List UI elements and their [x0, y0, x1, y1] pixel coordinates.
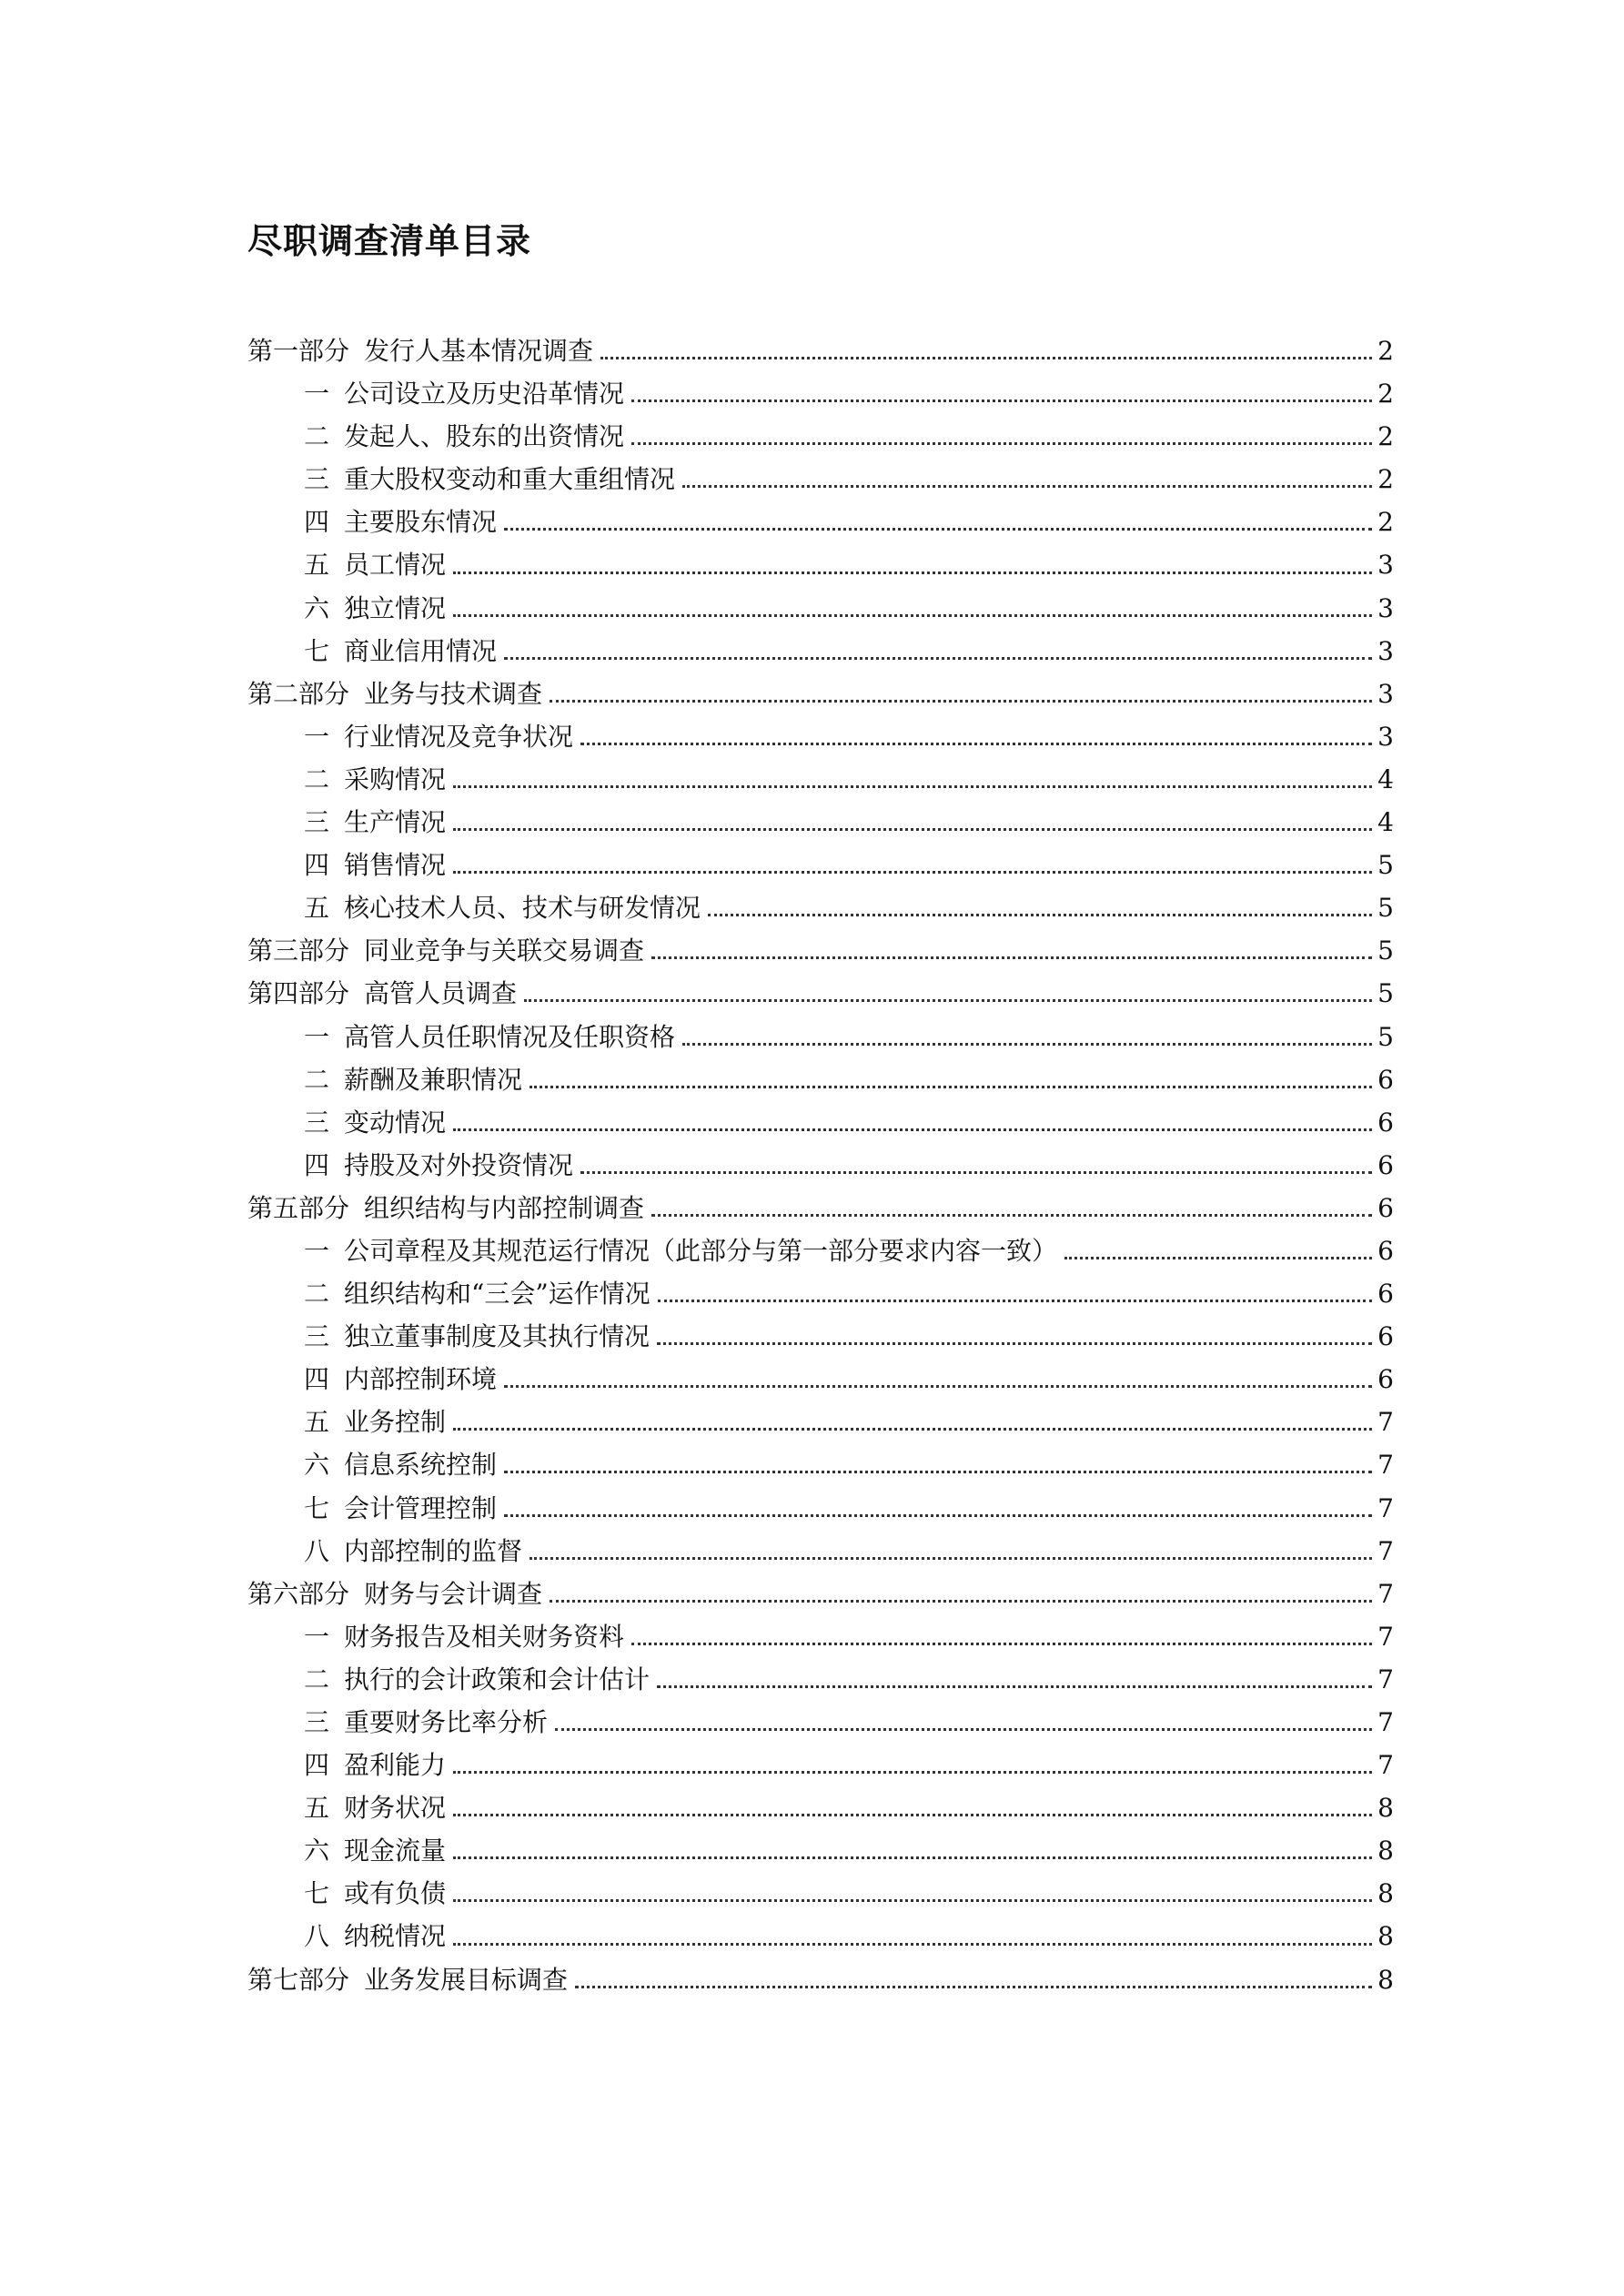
toc-dot-leader	[530, 1084, 1372, 1088]
toc-subsection-19[interactable]	[247, 1144, 1394, 1187]
toc-dot-leader	[453, 1897, 1372, 1902]
toc-subsection-35[interactable]	[247, 1829, 1394, 1872]
toc-entry-number: 第三部分	[247, 936, 350, 966]
toc-subsection-37[interactable]	[247, 1915, 1394, 1957]
toc-entry-number: 一	[304, 1235, 330, 1266]
toc-subsection-6[interactable]	[247, 587, 1394, 630]
toc-entry-page-number: 8	[1377, 1964, 1394, 1995]
toc-entry-title: 财务报告及相关财务资料	[344, 1621, 625, 1652]
toc-entry-number: 七	[304, 1492, 330, 1523]
toc-dot-leader	[504, 1469, 1372, 1473]
toc-entry-title: 高管人员任职情况及任职资格	[344, 1021, 676, 1052]
toc-subsection-2[interactable]	[247, 415, 1394, 458]
toc-subsection-11[interactable]	[247, 801, 1394, 844]
toc-entry-title: 业务与技术调查	[364, 678, 543, 709]
toc-subsection-12[interactable]	[247, 844, 1394, 886]
toc-entry-number: 一	[304, 1621, 330, 1652]
toc-dot-leader	[550, 698, 1372, 703]
toc-entry-page-number: 5	[1377, 850, 1394, 881]
toc-entry-number: 五	[304, 1407, 330, 1438]
toc-dot-leader	[453, 1941, 1372, 1946]
toc-entry-title: 变动情况	[344, 1107, 447, 1138]
toc-dot-leader	[504, 655, 1372, 660]
toc-subsection-18[interactable]	[247, 1101, 1394, 1144]
toc-entry-number: 四	[304, 507, 330, 538]
toc-entry-title: 公司设立及历史沿革情况	[344, 379, 625, 410]
toc-dot-leader	[453, 1812, 1372, 1816]
toc-subsection-36[interactable]	[247, 1872, 1394, 1915]
toc-entry-number: 一	[304, 721, 330, 752]
toc-entry-page-number: 4	[1377, 764, 1394, 794]
toc-dot-leader	[1064, 1255, 1372, 1259]
toc-entry-number: 四	[304, 1364, 330, 1395]
toc-entry-page-number: 7	[1377, 1450, 1394, 1481]
toc-section-29[interactable]	[247, 1573, 1394, 1615]
toc-subsection-33[interactable]	[247, 1744, 1394, 1786]
toc-section-20[interactable]	[247, 1187, 1394, 1229]
toc-entry-title: 核心技术人员、技术与研发情况	[344, 893, 701, 924]
toc-entry-title: 员工情况	[344, 550, 447, 581]
toc-entry-title: 业务发展目标调查	[364, 1964, 569, 1995]
toc-entry-page-number: 2	[1377, 507, 1394, 538]
toc-dot-leader	[657, 1340, 1372, 1345]
toc-entry-number: 第六部分	[247, 1578, 350, 1609]
toc-section-8[interactable]	[247, 673, 1394, 715]
toc-entry-number: 七	[304, 1878, 330, 1909]
toc-dot-leader	[631, 440, 1372, 445]
toc-dot-leader	[524, 997, 1372, 1002]
toc-entry-number: 二	[304, 1279, 330, 1310]
toc-entry-title: 采购情况	[344, 764, 447, 794]
toc-subsection-5[interactable]	[247, 543, 1394, 586]
toc-entry-page-number: 2	[1377, 421, 1394, 452]
toc-entry-page-number: 8	[1377, 1793, 1394, 1824]
toc-entry-number: 五	[304, 550, 330, 581]
toc-dot-leader	[631, 398, 1372, 402]
toc-dot-leader	[682, 483, 1372, 488]
toc-entry-title: 重大股权变动和重大重组情况	[344, 464, 676, 495]
toc-dot-leader	[453, 826, 1372, 831]
toc-dot-leader	[580, 741, 1372, 745]
toc-subsection-30[interactable]	[247, 1615, 1394, 1658]
toc-entry-title: 内部控制的监督	[344, 1535, 523, 1566]
toc-section-0[interactable]	[247, 329, 1394, 372]
toc-entry-page-number: 7	[1377, 1407, 1394, 1438]
toc-entry-number: 二	[304, 421, 330, 452]
toc-dot-leader	[453, 1426, 1372, 1431]
toc-entry-number: 五	[304, 1793, 330, 1824]
table-of-contents	[247, 329, 1394, 2001]
toc-entry-title: 盈利能力	[344, 1750, 447, 1781]
toc-entry-page-number: 2	[1377, 464, 1394, 495]
toc-entry-number: 四	[304, 850, 330, 881]
toc-entry-title: 内部控制环境	[344, 1364, 498, 1395]
toc-dot-leader	[504, 1383, 1372, 1388]
toc-entry-page-number: 6	[1377, 1192, 1394, 1223]
toc-entry-title: 信息系统控制	[344, 1450, 498, 1481]
toc-subsection-7[interactable]	[247, 630, 1394, 673]
toc-entry-number: 三	[304, 464, 330, 495]
toc-subsection-34[interactable]	[247, 1786, 1394, 1829]
toc-entry-number: 八	[304, 1535, 330, 1566]
toc-entry-number: 八	[304, 1921, 330, 1952]
toc-entry-number: 第五部分	[247, 1192, 350, 1223]
toc-dot-leader	[453, 1769, 1372, 1774]
toc-entry-number: 六	[304, 1836, 330, 1866]
toc-entry-page-number: 7	[1377, 1750, 1394, 1781]
toc-entry-page-number: 5	[1377, 893, 1394, 924]
toc-entry-number: 二	[304, 1064, 330, 1095]
toc-entry-number: 一	[304, 1021, 330, 1052]
page-title: 尽职调查清单目录	[247, 221, 532, 261]
toc-dot-leader	[530, 1555, 1372, 1560]
toc-dot-leader	[600, 355, 1372, 359]
toc-entry-page-number: 8	[1377, 1921, 1394, 1952]
toc-dot-leader	[631, 1641, 1372, 1645]
toc-dot-leader	[657, 1684, 1372, 1688]
toc-entry-page-number: 8	[1377, 1878, 1394, 1909]
toc-entry-title: 发起人、股东的出资情况	[344, 421, 625, 452]
toc-subsection-25[interactable]	[247, 1401, 1394, 1443]
toc-entry-title: 公司章程及其规范运行情况（此部分与第一部分要求内容一致）	[344, 1235, 1058, 1266]
toc-subsection-24[interactable]	[247, 1358, 1394, 1401]
toc-entry-number: 第四部分	[247, 978, 350, 1009]
toc-dot-leader	[651, 1212, 1372, 1217]
toc-subsection-21[interactable]	[247, 1229, 1394, 1272]
toc-dot-leader	[682, 1041, 1372, 1046]
toc-entry-number: 三	[304, 1707, 330, 1737]
toc-subsection-23[interactable]	[247, 1315, 1394, 1358]
toc-entry-page-number: 6	[1377, 1149, 1394, 1180]
toc-entry-page-number: 6	[1377, 1279, 1394, 1310]
toc-entry-number: 三	[304, 807, 330, 838]
toc-section-15[interactable]	[247, 972, 1394, 1015]
toc-entry-number: 二	[304, 764, 330, 794]
toc-entry-number: 三	[304, 1107, 330, 1138]
toc-entry-page-number: 4	[1377, 807, 1394, 838]
toc-entry-title: 同业竞争与关联交易调查	[364, 936, 645, 966]
toc-subsection-22[interactable]	[247, 1272, 1394, 1315]
toc-subsection-4[interactable]	[247, 501, 1394, 543]
toc-entry-page-number: 3	[1377, 550, 1394, 581]
toc-entry-number: 二	[304, 1664, 330, 1694]
toc-entry-page-number: 7	[1377, 1707, 1394, 1737]
toc-entry-title: 行业情况及竞争状况	[344, 721, 574, 752]
toc-entry-number: 五	[304, 893, 330, 924]
toc-entry-title: 独立董事制度及其执行情况	[344, 1321, 651, 1352]
toc-entry-title: 组织结构与内部控制调查	[364, 1192, 645, 1223]
toc-entry-page-number: 7	[1377, 1535, 1394, 1566]
toc-subsection-9[interactable]	[247, 715, 1394, 758]
toc-entry-page-number: 6	[1377, 1321, 1394, 1352]
toc-entry-page-number: 6	[1377, 1107, 1394, 1138]
toc-entry-title: 商业信用情况	[344, 635, 498, 666]
toc-entry-title: 组织结构和“三会”运作情况	[344, 1279, 651, 1310]
toc-subsection-1[interactable]	[247, 372, 1394, 415]
toc-entry-title: 业务控制	[344, 1407, 447, 1438]
toc-section-14[interactable]	[247, 929, 1394, 972]
toc-entry-title: 发行人基本情况调查	[364, 336, 594, 366]
toc-entry-page-number: 6	[1377, 1364, 1394, 1395]
toc-entry-title: 销售情况	[344, 850, 447, 881]
toc-entry-page-number: 5	[1377, 1021, 1394, 1052]
toc-entry-page-number: 5	[1377, 978, 1394, 1009]
toc-dot-leader	[555, 1726, 1372, 1731]
toc-entry-title: 薪酬及兼职情况	[344, 1064, 523, 1095]
toc-subsection-32[interactable]	[247, 1701, 1394, 1744]
toc-entry-title: 财务与会计调查	[364, 1578, 543, 1609]
toc-entry-page-number: 7	[1377, 1664, 1394, 1694]
toc-entry-number: 六	[304, 592, 330, 623]
toc-entry-number: 第一部分	[247, 336, 350, 366]
toc-entry-page-number: 5	[1377, 936, 1394, 966]
toc-entry-page-number: 7	[1377, 1578, 1394, 1609]
toc-entry-number: 七	[304, 635, 330, 666]
toc-entry-number: 第二部分	[247, 678, 350, 709]
toc-subsection-16[interactable]	[247, 1016, 1394, 1058]
toc-dot-leader	[453, 570, 1372, 574]
toc-dot-leader	[453, 869, 1372, 874]
toc-dot-leader	[453, 1127, 1372, 1131]
toc-entry-page-number: 3	[1377, 721, 1394, 752]
toc-entry-title: 或有负债	[344, 1878, 447, 1909]
toc-dot-leader	[453, 784, 1372, 788]
toc-dot-leader	[504, 526, 1372, 531]
toc-dot-leader	[550, 1598, 1372, 1603]
toc-entry-title: 纳税情况	[344, 1921, 447, 1952]
toc-entry-title: 生产情况	[344, 807, 447, 838]
toc-entry-page-number: 2	[1377, 379, 1394, 410]
toc-section-38[interactable]	[247, 1958, 1394, 2001]
toc-entry-number: 四	[304, 1750, 330, 1781]
toc-dot-leader	[708, 912, 1372, 916]
toc-entry-page-number: 7	[1377, 1621, 1394, 1652]
toc-subsection-31[interactable]	[247, 1658, 1394, 1701]
toc-subsection-13[interactable]	[247, 886, 1394, 929]
toc-entry-number: 六	[304, 1450, 330, 1481]
toc-entry-title: 执行的会计政策和会计估计	[344, 1664, 651, 1694]
toc-dot-leader	[658, 1298, 1373, 1302]
toc-entry-page-number: 3	[1377, 678, 1394, 709]
toc-entry-title: 高管人员调查	[364, 978, 518, 1009]
toc-dot-leader	[651, 955, 1372, 959]
toc-entry-page-number: 7	[1377, 1492, 1394, 1523]
toc-entry-number: 一	[304, 379, 330, 410]
toc-entry-title: 主要股东情况	[344, 507, 498, 538]
toc-subsection-17[interactable]	[247, 1058, 1394, 1101]
toc-entry-page-number: 6	[1377, 1235, 1394, 1266]
toc-entry-page-number: 3	[1377, 635, 1394, 666]
toc-entry-number: 第七部分	[247, 1964, 350, 1995]
toc-entry-page-number: 3	[1377, 592, 1394, 623]
toc-entry-page-number: 6	[1377, 1064, 1394, 1095]
toc-entry-number: 三	[304, 1321, 330, 1352]
toc-entry-title: 会计管理控制	[344, 1492, 498, 1523]
toc-subsection-10[interactable]	[247, 758, 1394, 801]
toc-dot-leader	[504, 1512, 1372, 1517]
toc-entry-page-number: 2	[1377, 336, 1394, 366]
toc-entry-title: 现金流量	[344, 1836, 447, 1866]
toc-dot-leader	[575, 1984, 1372, 1988]
toc-entry-number: 四	[304, 1149, 330, 1180]
toc-subsection-3[interactable]	[247, 458, 1394, 501]
toc-subsection-26[interactable]	[247, 1443, 1394, 1486]
toc-dot-leader	[453, 1855, 1372, 1859]
toc-dot-leader	[580, 1169, 1372, 1174]
toc-subsection-28[interactable]	[247, 1530, 1394, 1573]
toc-entry-title: 独立情况	[344, 592, 447, 623]
toc-subsection-27[interactable]	[247, 1487, 1394, 1530]
toc-entry-title: 重要财务比率分析	[344, 1707, 549, 1737]
toc-entry-title: 财务状况	[344, 1793, 447, 1824]
toc-entry-page-number: 8	[1377, 1836, 1394, 1866]
toc-dot-leader	[453, 612, 1372, 617]
toc-entry-title: 持股及对外投资情况	[344, 1149, 574, 1180]
